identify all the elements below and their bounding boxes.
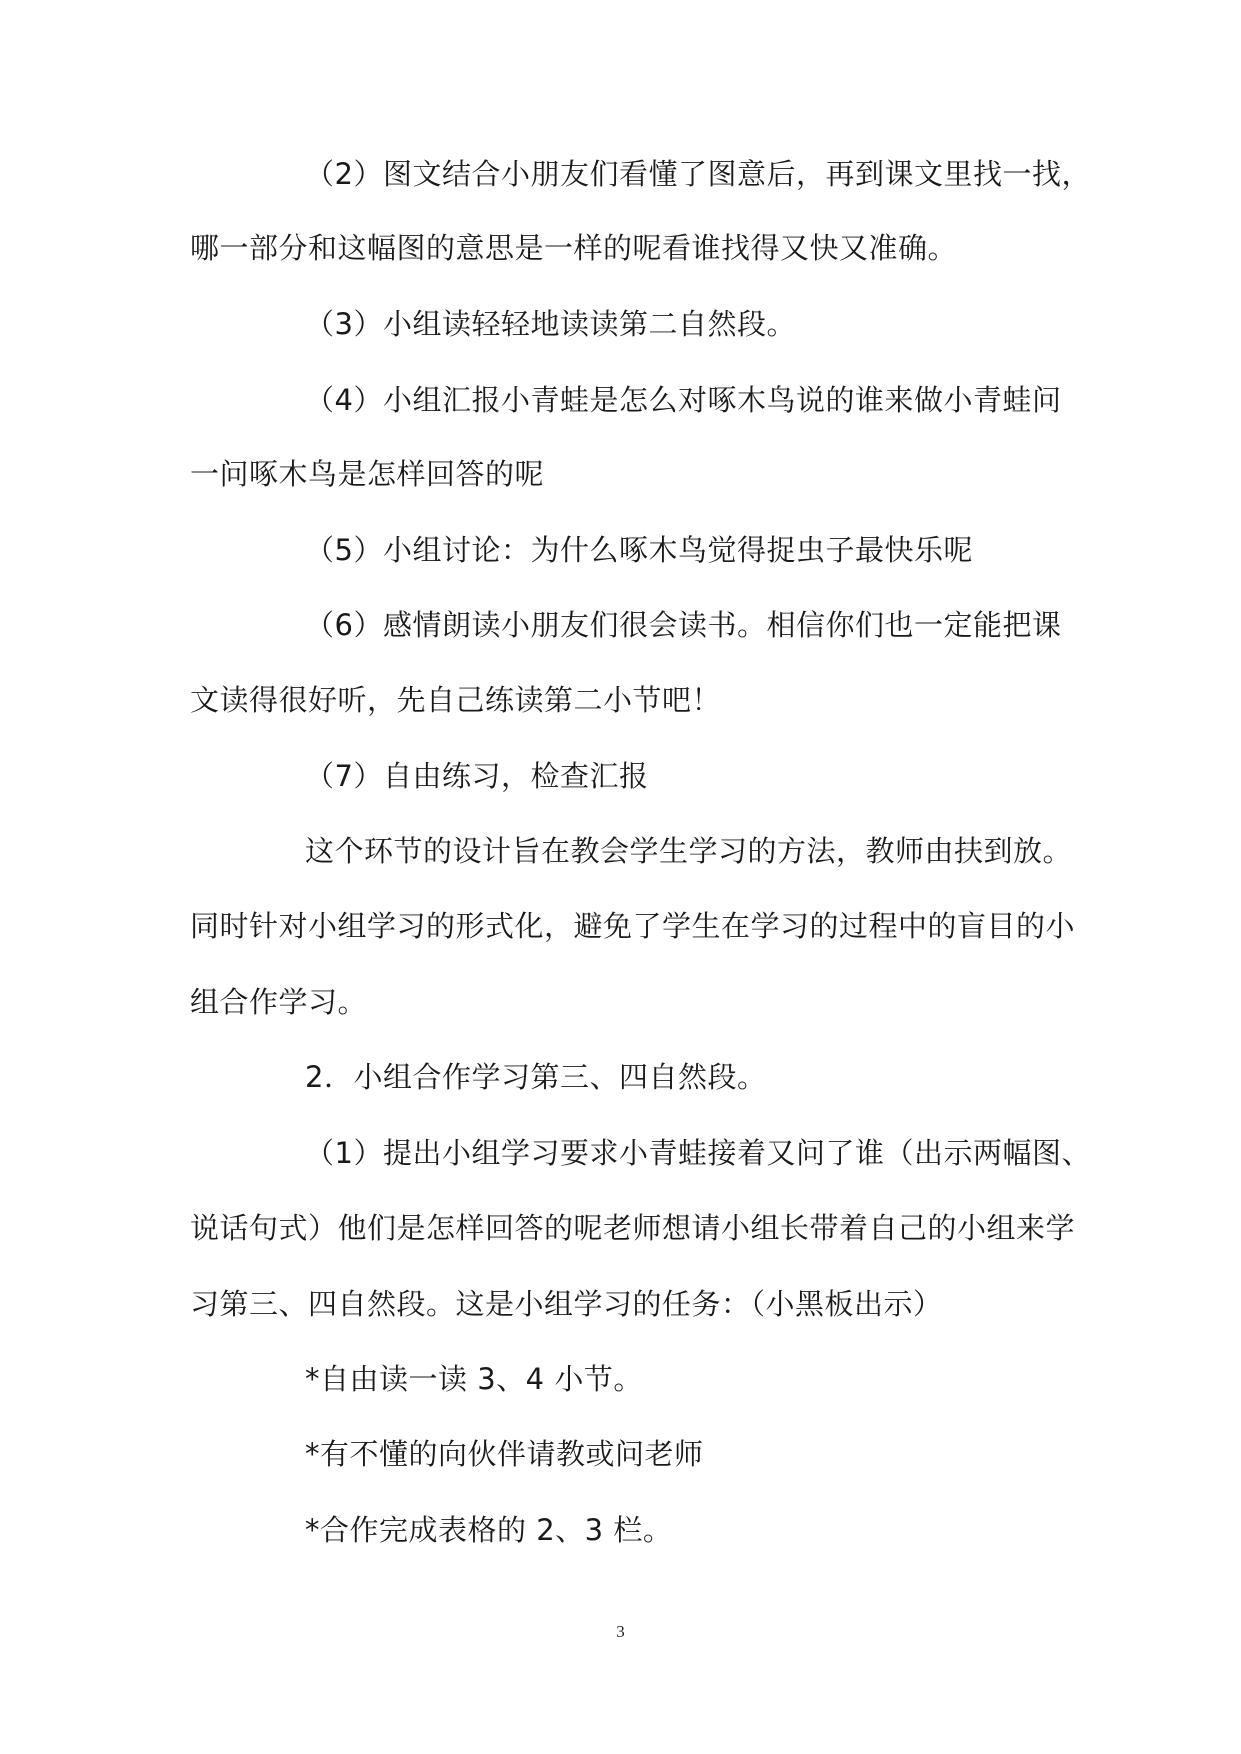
paragraph-line: *合作完成表格的 2、3 栏。	[305, 1513, 673, 1547]
paragraph-line: 这个环节的设计旨在教会学生学习的方法，教师由扶到放。	[305, 834, 1073, 868]
paragraph-line: 2．小组合作学习第三、四自然段。	[305, 1060, 767, 1094]
page-number: 3	[616, 1622, 625, 1641]
paragraph-line: （3）小组读轻轻地读读第二自然段。	[305, 307, 796, 341]
paragraph-line: 组合作学习。	[190, 985, 368, 1019]
paragraph-line: 说话句式）他们是怎样回答的呢老师想请小组长带着自己的小组来学	[190, 1211, 1076, 1245]
paragraph-line: *自由读一读 3、4 小节。	[305, 1362, 643, 1396]
paragraph-line: 习第三、四自然段。这是小组学习的任务：（小黑板出示）	[190, 1287, 943, 1321]
paragraph-line: （7）自由练习，检查汇报	[305, 759, 649, 793]
paragraph-line: （6）感情朗读小朋友们很会读书。相信你们也一定能把课	[305, 608, 1062, 642]
paragraph-line: 同时针对小组学习的形式化，避免了学生在学习的过程中的盲目的小	[190, 909, 1076, 943]
paragraph-line: （5）小组讨论：为什么啄木鸟觉得捉虫子最快乐呢	[305, 533, 973, 567]
paragraph-line: 一问啄木鸟是怎样回答的呢	[190, 457, 545, 491]
paragraph-line: *有不懂的向伙伴请教或问老师	[305, 1437, 704, 1471]
paragraph-line: （2）图文结合小朋友们看懂了图意后，再到课文里找一找，	[305, 157, 1091, 191]
paragraph-line: 文读得很好听，先自己练读第二小节吧！	[190, 683, 722, 717]
paragraph-line: 哪一部分和这幅图的意思是一样的呢看谁找得又快又准确。	[190, 231, 958, 265]
paragraph-line: （4）小组汇报小青蛙是怎么对啄木鸟说的谁来做小青蛙问	[305, 383, 1062, 417]
paragraph-line: （1）提出小组学习要求小青蛙接着又问了谁（出示两幅图、	[305, 1136, 1091, 1170]
